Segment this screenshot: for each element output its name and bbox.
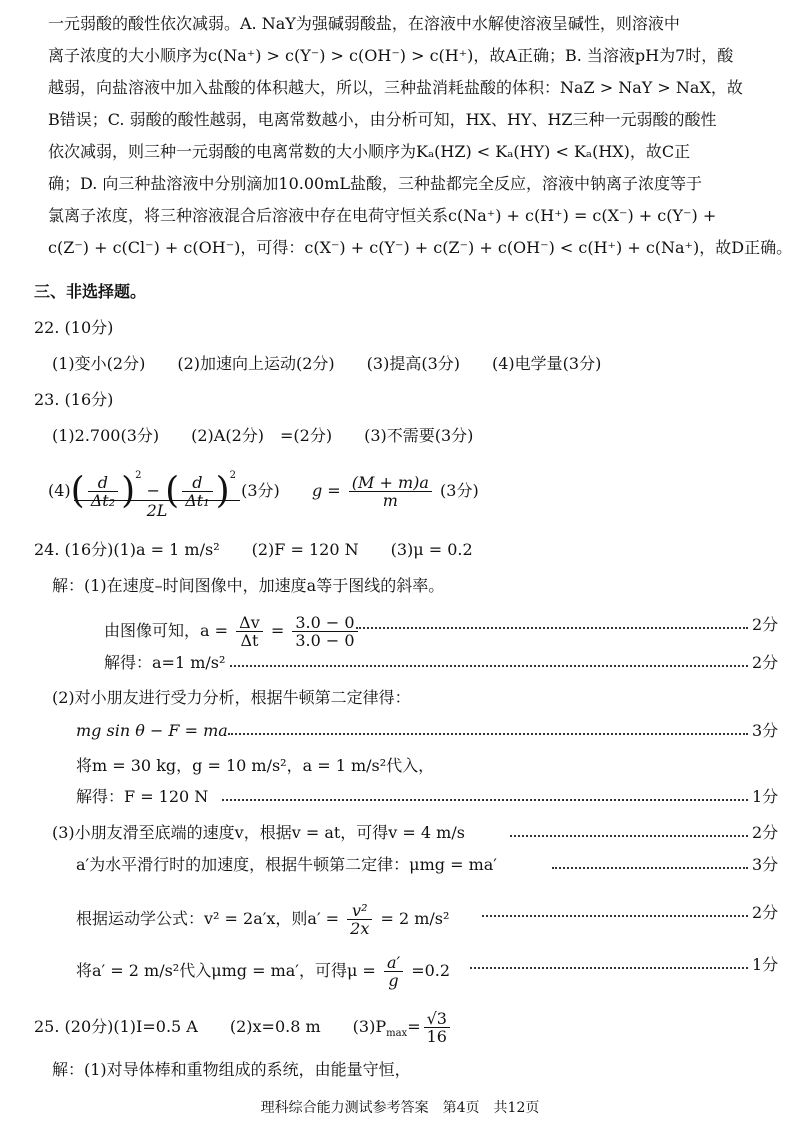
dot-leader bbox=[510, 835, 748, 837]
frac-values: $\frac{3.0 - 0}{3.0 - 0}$ bbox=[292, 614, 357, 649]
q24-line-3-text: mg sin θ − F = ma bbox=[76, 721, 228, 740]
q24-line-5 bbox=[0, 786, 800, 808]
minus-sign: − bbox=[146, 481, 161, 500]
q22-answers: (1)变小(2分) (2)加速向上运动(2分) (3)提高(3分) (4)电学量(3分) bbox=[52, 354, 602, 373]
frac-v2-2x: $\frac{\text{v²}}{2x}$ bbox=[347, 902, 372, 937]
dot-leader bbox=[552, 867, 748, 869]
q23-part4-formula bbox=[48, 456, 608, 518]
q25-heading-text: 25. (20分)(1)I=0.5 A (2)x=0.8 m (3)P bbox=[34, 1017, 387, 1036]
q25-solution: 解：(1)对导体棒和重物组成的系统，由能量守恒， bbox=[52, 1060, 411, 1079]
para-line-1: 一元弱酸的酸性依次减弱。A. NaY为强碱弱酸盐，在溶液中水解使溶液呈碱性，则溶液中 bbox=[48, 14, 680, 33]
q24-line-9-result: =0.2 bbox=[411, 961, 451, 980]
q24-line-1-points: 2分 bbox=[752, 615, 779, 634]
q25-heading-sub: max bbox=[386, 1028, 408, 1040]
frac-dv-dt: $\frac{\Delta v}{\Delta t}$ bbox=[236, 614, 263, 649]
q24-line-8-points: 2分 bbox=[752, 903, 779, 922]
q24-part2: (2)对小朋友进行受力分析，根据牛顿第二定律得： bbox=[52, 688, 411, 707]
dot-leader bbox=[482, 915, 748, 917]
q24-line-8-text: 根据运动学公式：v² = 2a′x，则a′ = bbox=[76, 909, 340, 928]
q24-line-5-points: 1分 bbox=[752, 787, 779, 806]
frac-g: $\frac{(M + m)a}{m}$ bbox=[349, 474, 432, 509]
para-line-2: 离子浓度的大小顺序为c(Na⁺) > c(Y⁻) > c(OH⁻) > c(H⁺)，故A正确；B. 当溶液pH为7时，酸 bbox=[48, 46, 734, 65]
dot-leader bbox=[470, 967, 748, 969]
frac-d-dt1: $\frac{d}{\text{Δt₁}}$ bbox=[182, 474, 212, 509]
square-2: 2 bbox=[229, 470, 237, 481]
q24-heading: 24. (16分)(1)a = 1 m/s² (2)F = 120 N (3)μ = 0.2 bbox=[34, 540, 473, 559]
dot-leader bbox=[228, 733, 748, 735]
para-line-8: c(Z⁻) + c(Cl⁻) + c(OH⁻)，可得：c(X⁻) + c(Y⁻) + c(Z⁻) + c(OH⁻) < c(H⁺) + c(Na⁺)，故D正确。 bbox=[48, 238, 793, 257]
q23-heading: 23. (16分) bbox=[34, 390, 114, 409]
dot-leader bbox=[356, 627, 748, 629]
para-line-6: 确；D. 向三种盐溶液中分别滴加10.00mL盐酸，三种盐都完全反应，溶液中钠离子浓度等于 bbox=[48, 174, 703, 193]
q23-answers: (1)2.700(3分) (2)A(2分) =(2分) (3)不需要(3分) bbox=[52, 426, 474, 445]
para-line-7: 氯离子浓度，将三种溶液混合后溶液中存在电荷守恒关系c(Na⁺) + c(H⁺) = c(X⁻) + c(Y⁻) + bbox=[48, 206, 717, 225]
frac-d-dt2: $\frac{d}{\text{Δt₂}}$ bbox=[88, 474, 118, 509]
q24-line-7 bbox=[0, 854, 800, 876]
q24-line-5-text: 解得：F = 120 N bbox=[76, 787, 209, 806]
q24-line-9 bbox=[0, 953, 800, 990]
q23-score-1: (3分) bbox=[241, 481, 280, 500]
q24-line-6-text: (3)小朋友滑至底端的速度v，根据v = at，可得v = 4 m/s bbox=[52, 823, 465, 842]
page-footer: 理科综合能力测试参考答案 第4页 共12页 bbox=[260, 1100, 540, 1116]
section-heading: 三、非选择题。 bbox=[34, 282, 147, 301]
equals-sign: = bbox=[270, 621, 285, 640]
q24-line-8 bbox=[0, 901, 800, 938]
q24-line-7-points: 3分 bbox=[752, 855, 779, 874]
q24-line-9-text: 将a′ = 2 m/s²代入μmg = ma′，可得μ = bbox=[76, 961, 376, 980]
g-equals: g = bbox=[311, 481, 341, 500]
right-paren-1: ) bbox=[121, 470, 136, 512]
para-line-3: 越弱，向盐溶液中加入盐酸的体积越大，所以，三种盐消耗盐酸的体积：NaZ > NaY > NaX，故 bbox=[48, 78, 743, 97]
square-1: 2 bbox=[135, 470, 142, 481]
q24-line-9-points: 1分 bbox=[752, 955, 779, 974]
q24-line-1 bbox=[0, 613, 800, 650]
q24-line-6 bbox=[0, 822, 800, 844]
right-paren-2: ) bbox=[215, 470, 230, 512]
para-line-4: B错误；C. 弱酸的酸性越弱，电离常数越小，由分析可知，HX、HY、HZ三种一元弱酸的酸性 bbox=[48, 110, 717, 129]
q24-line-3-points: 3分 bbox=[752, 721, 779, 740]
q24-solution-intro: 解：(1)在速度–时间图像中，加速度a等于图线的斜率。 bbox=[52, 576, 445, 595]
frac-sqrt3-16: $\frac{√3}{16}$ bbox=[424, 1010, 450, 1045]
q24-line-2-text: 解得：a=1 m/s² bbox=[104, 653, 226, 672]
q24-line-3 bbox=[0, 720, 800, 742]
left-paren-2: ( bbox=[165, 470, 180, 512]
q24-line-2-points: 2分 bbox=[752, 653, 779, 672]
q25-heading bbox=[34, 1010, 453, 1045]
q25-heading-equals: = bbox=[407, 1017, 421, 1036]
q23-part4-label: (4) bbox=[48, 481, 71, 500]
para-line-5: 依次减弱，则三种一元弱酸的电离常数的大小顺序为Kₐ(HZ) < Kₐ(HY) < Kₐ(HX)，故C正 bbox=[48, 142, 691, 161]
q24-line-7-text: a′为水平滑行时的加速度，根据牛顿第二定律：μmg = ma′ bbox=[76, 855, 497, 874]
q24-line-6-points: 2分 bbox=[752, 823, 779, 842]
dot-leader bbox=[222, 799, 748, 801]
q23-score-2: (3分) bbox=[440, 481, 479, 500]
q24-line-8-result: = 2 m/s² bbox=[380, 909, 450, 928]
left-paren-1: ( bbox=[70, 470, 85, 512]
q24-line-2 bbox=[0, 652, 800, 674]
q24-line-4: 将m = 30 kg，g = 10 m/s²，a = 1 m/s²代入， bbox=[76, 756, 435, 775]
q24-line-1-text: 由图像可知，a = bbox=[104, 621, 229, 640]
dot-leader bbox=[230, 665, 748, 667]
q23-denominator: 2L bbox=[146, 501, 168, 520]
q22-heading: 22. (10分) bbox=[34, 318, 114, 337]
frac-a-g: $\frac{a'}{g}$ bbox=[384, 954, 403, 989]
